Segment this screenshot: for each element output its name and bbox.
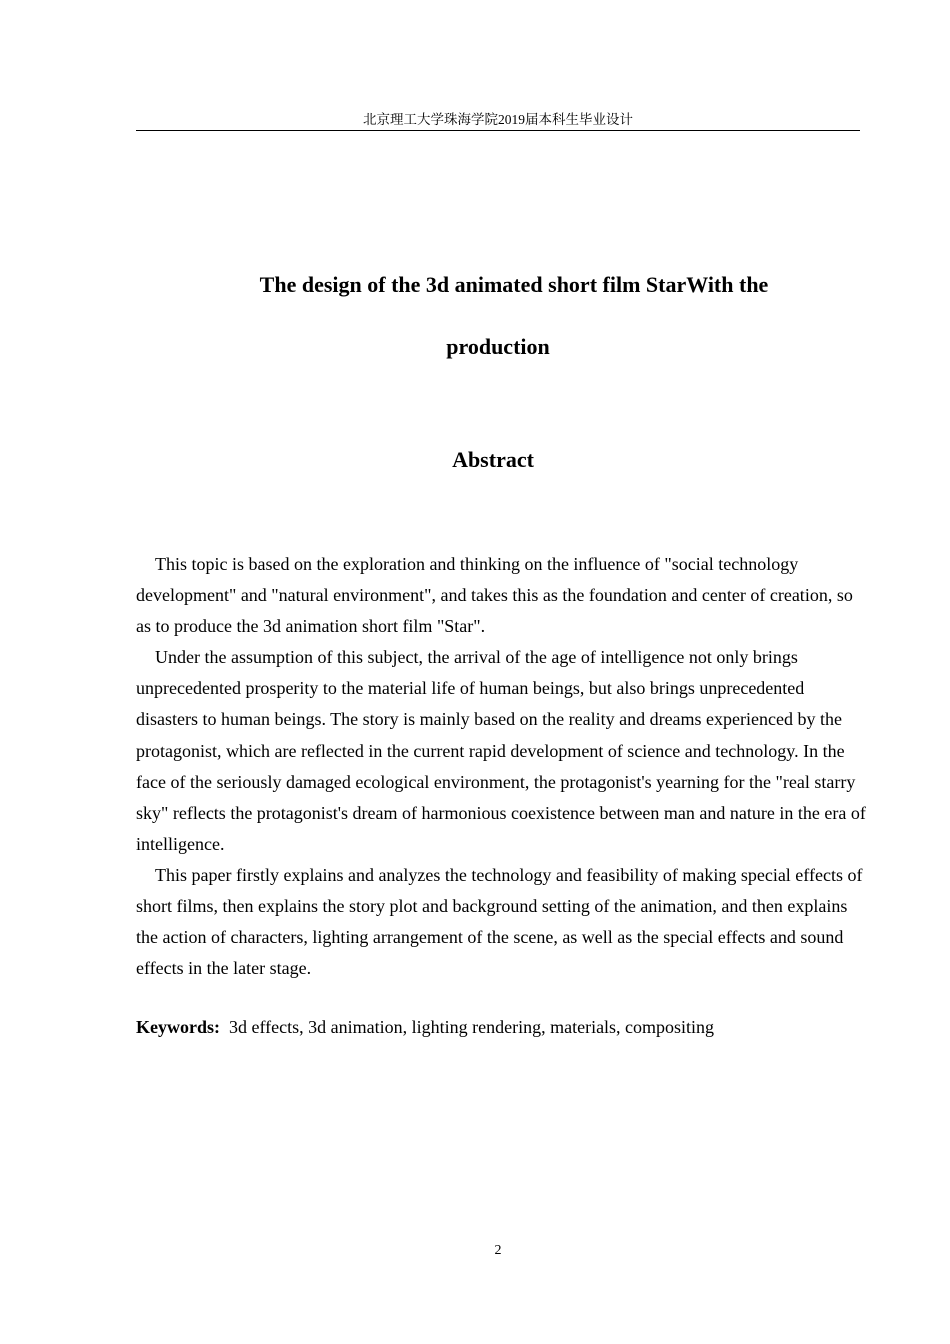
abstract-paragraph-1: This topic is based on the exploration and thinking on the influence of "social technology development" and "natural environment", and takes this as the foundation and center of creation, so as to produce the 3d animation short film "Star". <box>136 554 853 637</box>
keywords-value: 3d effects, 3d animation, lighting rendering, materials, compositing <box>229 1017 715 1037</box>
keywords-line <box>136 1012 860 1043</box>
abstract-paragraph-3: This paper firstly explains and analyzes the technology and feasibility of making special effects of short films, then explains the story plot and background setting of the animation, and then explains the action of characters, lighting arrangement of the scene, as well as the special effects and sound effects in the later stage. <box>136 864 863 979</box>
abstract-body <box>136 549 868 984</box>
document-title-line-2: production <box>446 334 550 359</box>
abstract-paragraph-2: Under the assumption of this subject, the arrival of the age of intelligence not only brings unprecedented prosperity to the material life of human beings, but also brings unprecedented disasters to human beings. The story is mainly based on the reality and dreams experienced by the protagonist, which are reflected in the current rapid development of science and technology. In the face of the seriously damaged ecological environment, the protagonist's yearning for the "real starry sky" reflects the protagonist's dream of harmonious coexistence between man and nature in the era of intelligence. <box>136 647 866 854</box>
page-number: 2 <box>494 1243 502 1258</box>
keywords-label: Keywords: <box>136 1017 220 1037</box>
abstract-heading: Abstract <box>452 447 534 472</box>
header-rule <box>136 130 860 131</box>
document-title-line-1: The design of the 3d animated short film StarWith the <box>259 272 769 297</box>
page-header: 北京理工大学珠海学院2019届本科生毕业设计 <box>363 112 633 127</box>
